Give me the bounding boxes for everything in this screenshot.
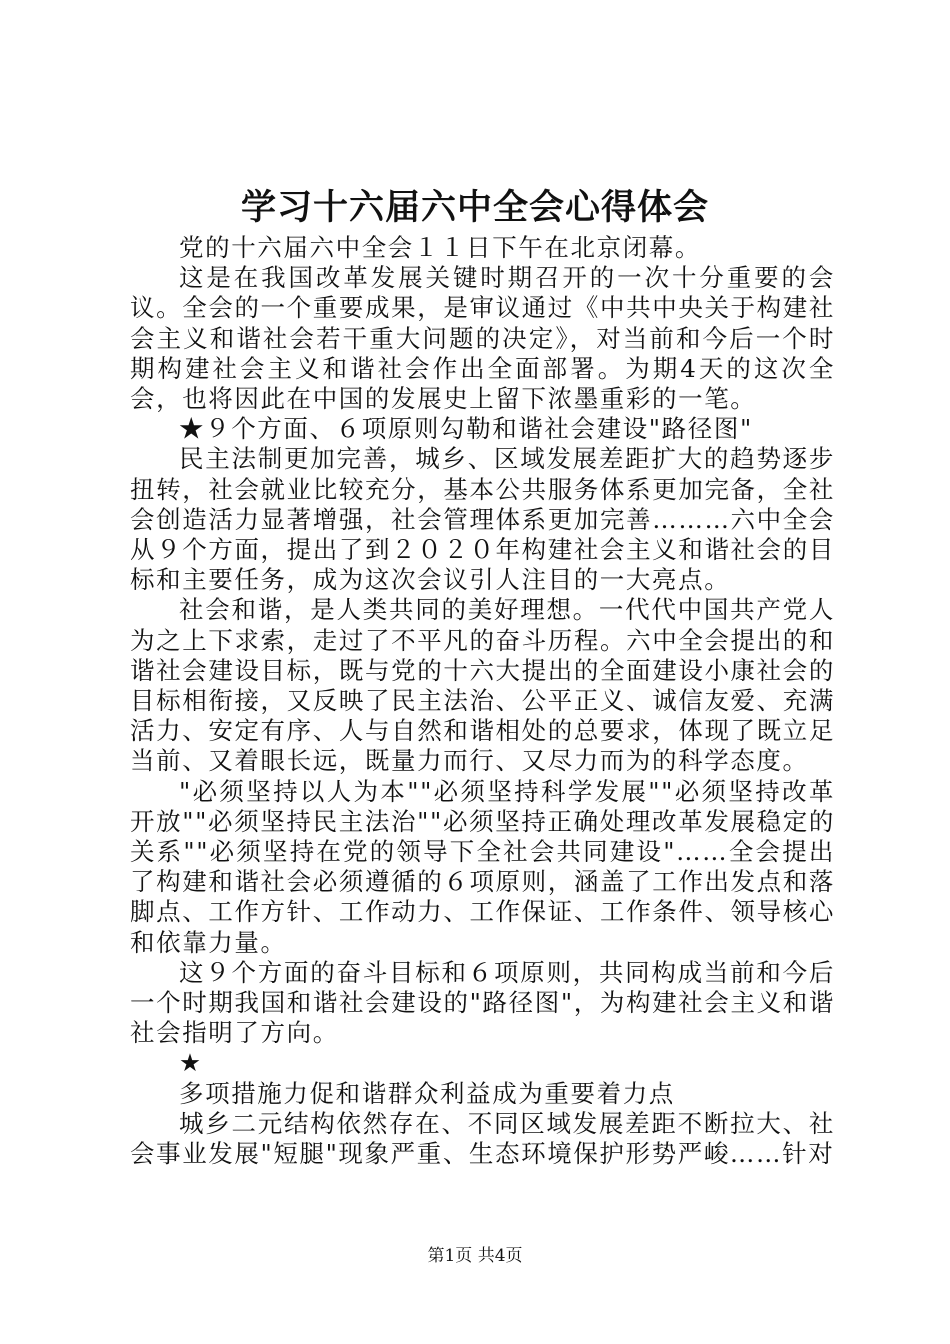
page-footer: 第1页 共4页 — [427, 1246, 523, 1266]
star-marker: ★ — [179, 1048, 203, 1078]
section-heading-measures: 多项措施力促和谐群众利益成为重要着力点 — [179, 1078, 675, 1108]
paragraph-7: 城乡二元结构依然存在、不同区域发展差距不断拉大、社会事业发展"短腿"现象严重、生态环境保护形势严峻……针对 — [130, 1108, 835, 1169]
paragraph-1: 党的十六届六中全会１１日下午在北京闭幕。 — [179, 233, 701, 262]
section-heading-roadmap: ★９个方面、６项原则勾勒和谐社会建设"路径图" — [179, 414, 753, 444]
paragraph-4: 社会和谐，是人类共同的美好理想。一代代中国共产党人为之上下求索，走过了不平凡的奋斗历程。六中全会提出的和谐社会建设目标，既与党的十六大提出的全面建设小康社会的目标相衔接，又反映了民主法治、公平正义、诚信友爱、充满活力、安定有序、人与自然和谐相处的总要求，体现了既立足当前、又着眼长远，既量力而行、又尽力而为的科学态度。 — [130, 595, 835, 776]
paragraph-6: 这９个方面的奋斗目标和６项原则，共同构成当前和今后一个时期我国和谐社会建设的"路径图"，为构建社会主义和谐社会指明了方向。 — [130, 957, 835, 1048]
paragraph-5: "必须坚持以人为本""必须坚持科学发展""必须坚持改革开放""必须坚持民主法治""必须坚持正确处理改革发展稳定的关系""必须坚持在党的领导下全社会共同建设"……全会提出了构建和谐社会必须遵循的６项原则，涵盖了工作出发点和落脚点、工作方针、工作动力、工作保证、工作条件、领导核心和依靠力量。 — [130, 776, 835, 957]
paragraph-3: 民主法制更加完善，城乡、区域发展差距扩大的趋势逐步扭转，社会就业比较充分，基本公共服务体系更加完备，全社会创造活力显著增强，社会管理体系更加完善………六中全会从９个方面，提出了到２０２０年构建社会主义和谐社会的目标和主要任务，成为这次会议引人注目的一大亮点。 — [130, 444, 835, 595]
document-body — [130, 233, 835, 1169]
document-title: 学习十六届六中全会心得体会 — [240, 187, 709, 228]
paragraph-2: 这是在我国改革发展关键时期召开的一次十分重要的会议。全会的一个重要成果，是审议通过《中共中央关于构建社会主义和谐社会若干重大问题的决定》，对当前和今后一个时期构建社会主义和谐社会作出全面部署。为期4天的这次全会，也将因此在中国的发展史上留下浓墨重彩的一笔。 — [130, 263, 835, 414]
